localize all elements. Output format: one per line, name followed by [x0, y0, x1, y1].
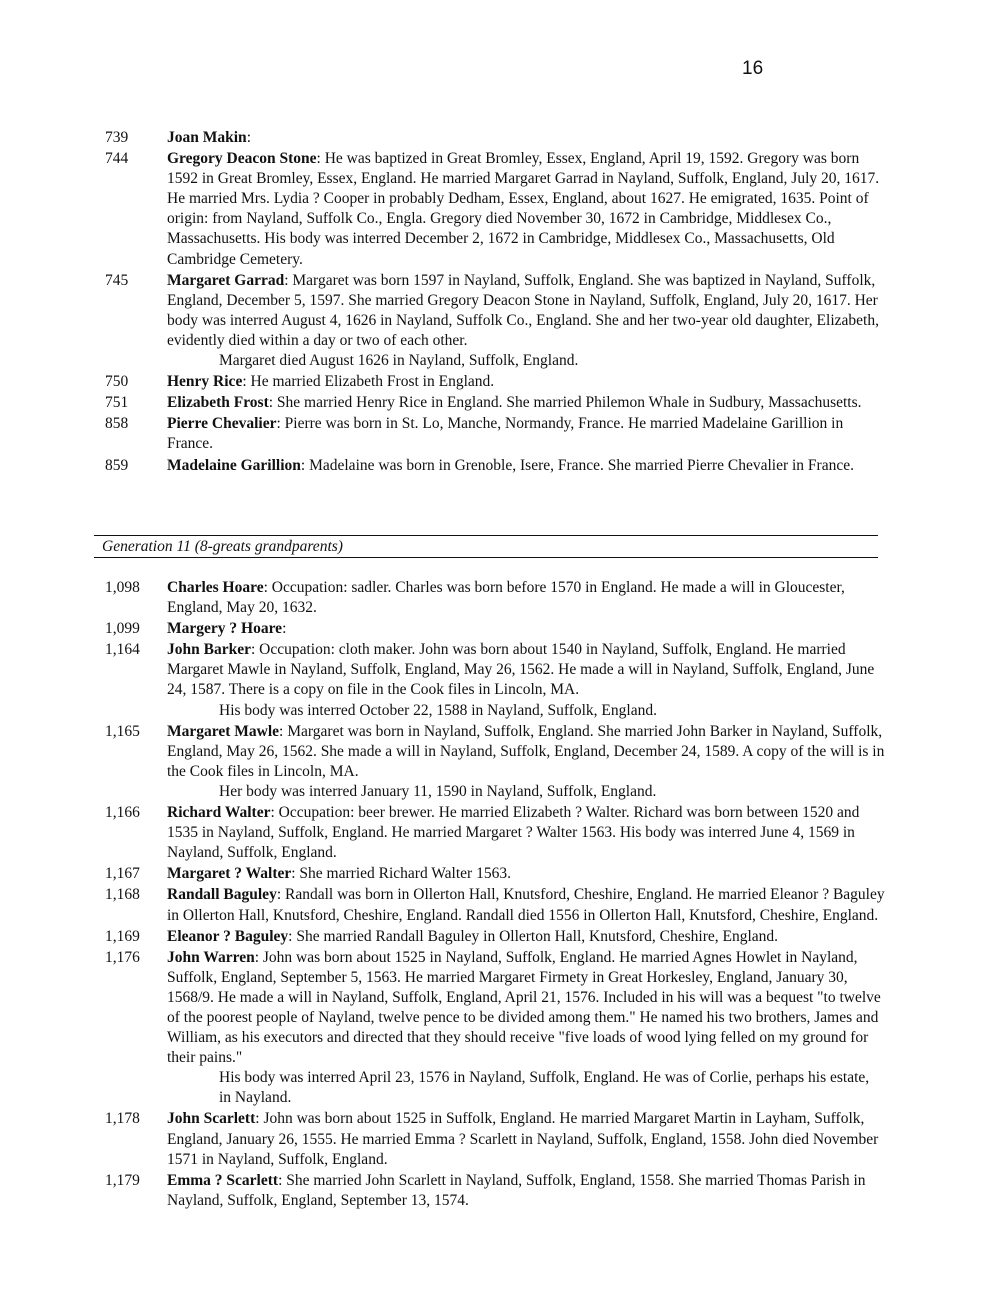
genealogy-entry [105, 619, 885, 639]
genealogy-entry [105, 149, 885, 270]
entry-number: 1,179 [105, 1171, 140, 1189]
entry-body [167, 722, 885, 782]
genealogy-entry [105, 1109, 885, 1169]
entry-number: 859 [105, 456, 129, 474]
entry-number: 858 [105, 415, 129, 433]
entry-number: 1,099 [105, 620, 140, 638]
entry-text: : He married Elizabeth Frost in England. [242, 373, 495, 391]
person-name: Gregory Deacon Stone [167, 150, 317, 168]
person-name: John Scarlett [167, 1110, 256, 1128]
genealogy-entry [105, 414, 885, 454]
entry-text: : Madelaine was born in Grenoble, Isere, France. She married Pierre Chevalier in France. [300, 456, 854, 474]
page-number: 16 [742, 58, 764, 79]
entry-number: 1,168 [105, 886, 140, 904]
genealogy-entry [105, 372, 885, 392]
section-rule-bottom [94, 557, 878, 558]
person-name: Margaret Mawle [167, 722, 280, 740]
entry-paragraph: His body was interred April 23, 1576 in Nayland, Suffolk, England. He was of Corlie, perhaps his estate, in Nayland. [219, 1069, 870, 1107]
person-name: Pierre Chevalier [167, 415, 277, 433]
entry-number: 1,169 [105, 927, 140, 945]
entry-text: : He was baptized in Great Bromley, Essex, England, April 19, 1592. Gregory was born 1592 in Great Bromley, Essex, England. He married Margaret Garrad in Nayland, Suffolk, England, July 20, 1617. He married Mrs. Lydia ? Cooper in probably Dedham, Essex, England, about 1627. He emigrated, 1635. Point of origin: from Nayland, Suffolk Co., Engla. Gregory died November 30, 1672 in Cambridge, Middlesex Co., Massachusetts. His body was interred December 2, 1672 in Cambridge, Middlesex Co., Massachusetts, Old Cambridge Cemetery. [167, 150, 880, 268]
genealogy-entry [105, 456, 885, 476]
entry-text: : John was born about 1525 in Nayland, Suffolk, England. He married Agnes Howlet in Nayland, Suffolk, England, September 5, 1563. He married Margaret Firmety in Great Horkesley, England, January 30, 1568/9. He made a will in Nayland, Suffolk, England, April 21, 1576. Included in his will was a bequest "to twelve of the poorest people of Nayland, twelve pence to be divided among them." He named his two brothers, James and William, as his executors and directed that they should receive "five loads of wood lying felled on my ground for their pains." [167, 948, 881, 1067]
genealogy-entry [105, 578, 885, 618]
genealogy-entry [105, 885, 885, 925]
entry-body [167, 885, 885, 925]
entry-text: : [282, 620, 287, 638]
entry-body [167, 149, 885, 270]
entry-text: : She married John Scarlett in Nayland, Suffolk, England, 1558. She married Thomas Parish in Nayland, Suffolk, England, September 13, 1574. [167, 1171, 866, 1209]
entry-body [167, 414, 885, 454]
genealogy-entry [105, 948, 885, 1109]
entry-number: 1,098 [105, 579, 140, 596]
person-name: Elizabeth Frost [167, 394, 269, 412]
genealogy-entry [105, 803, 885, 863]
entry-text: : She married Henry Rice in England. She married Philemon Whale in Sudbury, Massachusetts. [268, 394, 862, 412]
person-name: Charles Hoare [167, 579, 264, 596]
entry-body [167, 619, 885, 639]
entry-number: 1,166 [105, 804, 140, 822]
entry-text: : She married Richard Walter 1563. [291, 865, 511, 883]
genealogy-entry [105, 722, 885, 802]
entry-body [167, 271, 885, 351]
entry-paragraph: Her body was interred January 11, 1590 in Nayland, Suffolk, England. [219, 782, 657, 800]
entry-text: : Occupation: cloth maker. John was born about 1540 in Nayland, Suffolk, England. He married Margaret Mawle in Nayland, Suffolk, England, May 26, 1562. He made a will in Nayland, Suffolk, England, June 24, 1587. There is a copy on file in the Cook files in Lincoln, MA. [167, 641, 875, 699]
entry-number: 744 [105, 150, 129, 168]
person-name: Margaret ? Walter [167, 865, 292, 883]
entry-body [167, 393, 885, 413]
section-rule-top [94, 535, 878, 536]
entry-paragraph: His body was interred October 22, 1588 in Nayland, Suffolk, England. [219, 701, 657, 719]
entry-body [167, 372, 885, 392]
entry-number: 750 [105, 373, 129, 391]
entry-text: : [246, 129, 251, 146]
entry-number: 751 [105, 394, 129, 412]
entry-text: : She married Randall Baguley in Ollerton Hall, Knutsford, Cheshire, England. [288, 927, 779, 945]
person-name: Margery ? Hoare [167, 620, 283, 638]
entries-after-section [105, 578, 885, 1212]
section-heading: Generation 11 (8-greats grandparents) [102, 538, 343, 555]
person-name: John Warren [167, 948, 255, 966]
entry-text: : Pierre was born in St. Lo, Manche, Normandy, France. He married Madelaine Garillion in France. [167, 415, 844, 453]
entry-number: 745 [105, 271, 129, 289]
entry-paragraph: Margaret died August 1626 in Nayland, Suffolk, England. [219, 352, 579, 370]
entry-body [167, 578, 885, 618]
entry-text: : Margaret was born in Nayland, Suffolk, England. She married John Barker in Nayland, Suffolk, England, May 26, 1562. She made a will in Nayland, Suffolk, England, December 24, 1589. A copy of the will is in the Cook files in Lincoln, MA. [167, 722, 885, 780]
genealogy-entry [105, 128, 885, 148]
entry-body [167, 927, 885, 947]
person-name: Henry Rice [167, 373, 243, 391]
entry-number: 1,165 [105, 722, 140, 740]
genealogy-entry [105, 640, 885, 720]
entry-body [167, 1109, 885, 1169]
entry-body [167, 456, 885, 476]
entry-text: : Margaret was born 1597 in Nayland, Suffolk, England. She was baptized in Nayland, Suffolk, England, December 5, 1597. She married Gregory Deacon Stone in Nayland, Suffolk, England, July 20, 1617. Her body was interred August 4, 1626 in Nayland, Suffolk Co., England. She and her two-year old daughter, Elizabeth, evidently died within a day or two of each other. [167, 271, 879, 349]
entry-text: : Occupation: sadler. Charles was born before 1570 in England. He made a will in Gloucester, England, May 20, 1632. [167, 579, 845, 617]
person-name: Madelaine Garillion [167, 456, 301, 474]
entry-text: : Randall was born in Ollerton Hall, Knutsford, Cheshire, England. He married Eleanor ? Baguley in Ollerton Hall, Knutsford, Cheshire, England. Randall died 1556 in Ollerton Hall, Knutsford, Cheshire, England. [167, 886, 885, 924]
entry-number: 1,178 [105, 1110, 140, 1128]
person-name: Eleanor ? Baguley [167, 927, 289, 945]
entry-body [167, 948, 885, 1069]
genealogy-entry [105, 927, 885, 947]
person-name: Joan Makin [167, 129, 247, 146]
person-name: Emma ? Scarlett [167, 1171, 279, 1189]
entry-body [167, 1171, 885, 1211]
entry-number: 1,167 [105, 865, 140, 883]
entry-body [167, 864, 885, 884]
entry-number: 1,176 [105, 948, 140, 966]
entry-text: : Occupation: beer brewer. He married Elizabeth ? Walter. Richard was born between 1520 and 1535 in Nayland, Suffolk, England. He married Margaret ? Walter 1563. His body was interred June 4, 1569 in Nayland, Suffolk, England. [167, 804, 860, 862]
entry-number: 1,164 [105, 641, 140, 659]
entry-body [167, 640, 885, 700]
entry-body [167, 128, 885, 148]
entry-number: 739 [105, 129, 129, 146]
genealogy-entry [105, 271, 885, 371]
person-name: Randall Baguley [167, 886, 277, 904]
genealogy-entry [105, 393, 885, 413]
entry-body [167, 803, 885, 863]
person-name: Margaret Garrad [167, 271, 285, 289]
genealogy-entry [105, 1171, 885, 1211]
person-name: Richard Walter [167, 804, 271, 822]
genealogy-entry [105, 864, 885, 884]
entry-text: : John was born about 1525 in Suffolk, England. He married Margaret Martin in Layham, Suffolk, England, January 26, 1555. He married Emma ? Scarlett in Nayland, Suffolk, England, 1558. John died November 1571 in Nayland, Suffolk, England. [167, 1110, 879, 1168]
person-name: John Barker [167, 641, 251, 659]
entries-before-section [105, 128, 885, 477]
